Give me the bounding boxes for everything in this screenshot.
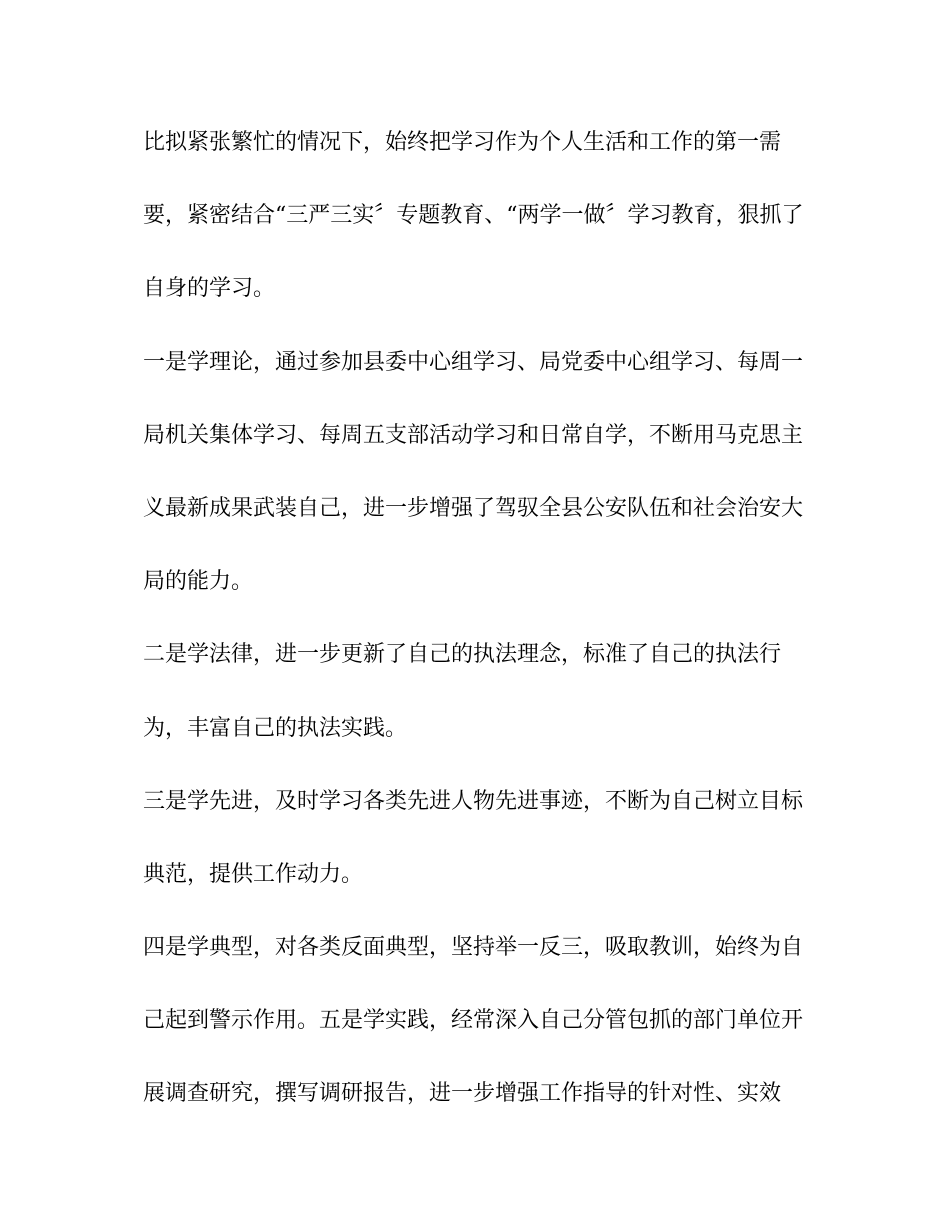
text-line: 局的能力。 (143, 569, 254, 595)
text-line: 四是学典型，对各类反面典型，坚持举一反三，吸取教训，始终为自 (143, 935, 804, 961)
text-line: 己起到警示作用。五是学实践，经常深入自己分管包抓的部门单位开 (143, 1008, 804, 1034)
text-line: 一是学理论，通过参加县委中心组学习、局党委中心组学习、每周一 (143, 349, 804, 375)
text-line: 要，紧密结合“三严三实〞专题教育、“两学一做〞学习教育，狠抓了 (143, 203, 804, 229)
text-line: 局机关集体学习、每周五支部活动学习和日常自学，不断用马克思主 (143, 422, 804, 448)
text-line: 展调查研究，撰写调研报告，进一步增强工作指导的针对性、实效 (143, 1081, 782, 1107)
text-line: 自身的学习。 (143, 276, 276, 302)
text-line: 义最新成果武装自己，进一步增强了驾驭全县公安队伍和社会治安大 (143, 495, 804, 521)
text-line: 三是学先进，及时学习各类先进人物先进事迹，不断为自己树立目标 (143, 788, 804, 814)
text-line: 比拟紧张繁忙的情况下，始终把学习作为个人生活和工作的第一需 (143, 130, 782, 155)
body-text (143, 118, 803, 1143)
text-line: 为，丰富自己的执法实践。 (143, 715, 408, 741)
text-line: 二是学法律，进一步更新了自己的执法理念，标准了自己的执法行 (143, 642, 782, 668)
text-line: 典范，提供工作动力。 (143, 861, 364, 887)
